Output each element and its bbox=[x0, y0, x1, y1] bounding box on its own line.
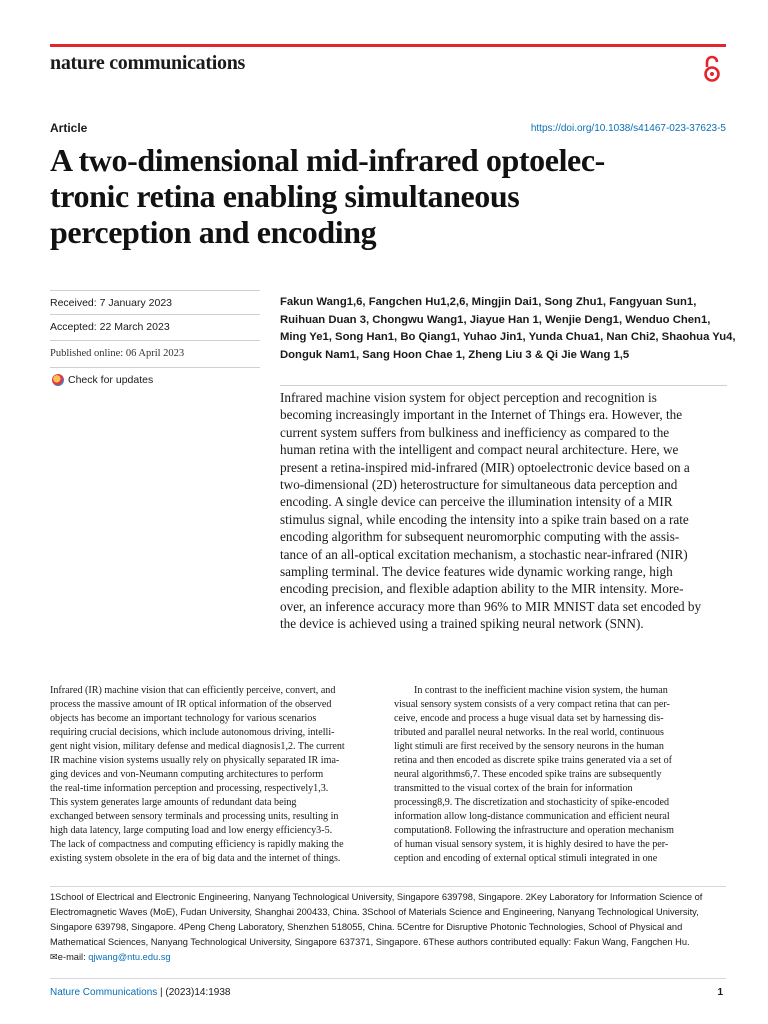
abstract bbox=[280, 389, 732, 633]
footer-citation bbox=[50, 987, 230, 998]
body-line: ceive, encode and process a huge visual data set by harnessing dis- bbox=[394, 713, 664, 724]
author-line: Fakun Wang1,6, Fangchen Hu1,2,6, Mingjin Dai1, Song Zhu1, Fangyuan Sun1, bbox=[280, 296, 697, 308]
author-line: Ming Ye1, Song Han1, Bo Qiang1, Yuhao Jin1, Yunda Chua1, Nan Chi2, Shaohua Yu4, bbox=[280, 331, 736, 343]
body-line: IR machine vision systems usually rely on physically separated IR ima- bbox=[50, 755, 340, 766]
title-line: tronic retina enabling simultaneous bbox=[50, 178, 520, 214]
check-updates-label: Check for updates bbox=[68, 374, 154, 386]
body-line: information allow long-distance communication and efficient neural bbox=[394, 811, 670, 822]
body-line: computation8. Following the infrastructure and operation mechanism bbox=[394, 825, 675, 836]
abstract-line: tance of an all-optical excitation mechanism, a stochastic near-infrared (NIR) bbox=[280, 546, 688, 562]
author-line: Donguk Nam1, Sang Hoon Chae 1, Zheng Liu 3 & Qi Jie Wang 1,5 bbox=[280, 348, 630, 361]
abstract-line: two-dimensional (2D) heterostructure for simultaneous data perception and bbox=[280, 477, 678, 493]
received-date: Received: 7 January 2023 bbox=[50, 297, 172, 309]
body-line: the real-time information perception and processing, respectively1,3. bbox=[50, 783, 329, 794]
meta-divider bbox=[50, 340, 260, 341]
abstract-line: over, an inference accuracy more than 96% to MIR MNIST data set encoded by bbox=[280, 598, 702, 614]
email-line bbox=[50, 950, 730, 965]
title-line: A two-dimensional mid-infrared optoelec- bbox=[50, 142, 605, 178]
abstract-line: sampling terminal. The device features wide dynamic working range, high bbox=[280, 564, 673, 580]
body-line: neural algorithms6,7. These encoded spike trains are subsequently bbox=[394, 769, 662, 780]
affiliations bbox=[50, 890, 730, 965]
footer-divider bbox=[50, 978, 726, 979]
body-line: The lack of compactness and computing efficiency is rapidly making the bbox=[50, 839, 344, 850]
body-line: high data latency, large computing load and low energy efficiency3-5. bbox=[50, 825, 333, 836]
body-line: of human visual sensory system, it is highly desired to have the per- bbox=[394, 839, 669, 850]
affiliation-line: Electromagnetic Waves (MoE), Fudan University, Shanghai 200433, China. 3School of Materials Science and Engineering, Nanyang Technological University, bbox=[50, 907, 699, 917]
author-line: Ruihuan Duan 3, Chongwu Wang1, Jiayue Han 1, Wenjie Deng1, Wenduo Chen1, bbox=[280, 313, 711, 326]
body-line: retina and then encoded as discrete spike trains generated via a set of bbox=[394, 755, 673, 766]
body-line: visual sensory system consists of a very compact retina that can per- bbox=[394, 699, 670, 710]
title-line: perception and encoding bbox=[50, 214, 377, 250]
abstract-line: encoding algorithm for subsequent neuromorphic computing with the assis- bbox=[280, 529, 680, 545]
body-line: In contrast to the inefficient machine vision system, the human bbox=[414, 685, 668, 696]
journal-name: nature communications bbox=[50, 52, 245, 74]
abstract-divider bbox=[280, 385, 727, 386]
body-column-left bbox=[50, 684, 385, 866]
header-accent-bar bbox=[50, 44, 726, 47]
article-title bbox=[50, 142, 740, 250]
email-link[interactable]: qjwang@ntu.edu.sg bbox=[88, 952, 171, 962]
published-date: Published online: 06 April 2023 bbox=[50, 348, 185, 359]
body-line: tributed and parallel neural networks. In the real world, continuous bbox=[394, 727, 664, 738]
article-type: Article bbox=[50, 121, 88, 135]
affiliation-line: Singapore 639798, Singapore. 4Peng Cheng Laboratory, Shenzhen 518055, China. 5Centre for Disruptive Photonic Technologies, School of Physical and bbox=[50, 922, 683, 932]
mail-icon: ✉ bbox=[50, 952, 58, 962]
abstract-line: the device is achieved using a trained spiking neural network (SNN). bbox=[280, 616, 644, 632]
abstract-line: present a retina-inspired mid-infrared (MIR) optoelectronic device based on a bbox=[280, 459, 690, 475]
abstract-line: encoding. A single device can perceive the illumination intensity of a MIR bbox=[280, 494, 673, 510]
body-line: This system generates large amounts of redundant data being bbox=[50, 797, 297, 808]
affiliation-line: 1School of Electrical and Electronic Engineering, Nanyang Technological University, Singapore 639798, Singapore. 2Key Laboratory for Information Science of bbox=[50, 892, 703, 902]
body-line: processing8,9. The discretization and stochasticity of spike-encoded bbox=[394, 797, 670, 808]
footer-citation-text: | (2023)14:1938 bbox=[157, 987, 231, 998]
abstract-line: current system suffers from bulkiness and inefficiency as compared to the bbox=[280, 424, 670, 440]
abstract-line: Infrared machine vision system for object perception and recognition is bbox=[280, 390, 657, 405]
body-line: objects has become an important technology for various scenarios bbox=[50, 713, 317, 724]
meta-divider bbox=[50, 367, 260, 368]
body-line: process the massive amount of IR optical information of the observed bbox=[50, 699, 332, 710]
abstract-line: human retina with the intelligent and compact neural architecture. Here, we bbox=[280, 442, 679, 458]
body-column-right bbox=[394, 684, 729, 866]
body-line: existing system obsolete in the era of big data and the internet of things. bbox=[50, 853, 341, 864]
meta-divider bbox=[50, 290, 260, 291]
accepted-date: Accepted: 22 March 2023 bbox=[50, 321, 170, 333]
open-access-icon[interactable] bbox=[700, 55, 724, 83]
body-line: gent night vision, military defense and medical diagnosis1,2. The current bbox=[50, 741, 345, 752]
body-line: ging devices and von-Neumann computing architectures to perform bbox=[50, 769, 324, 780]
abstract-line: becoming increasingly important in the Internet of Things era. However, the bbox=[280, 407, 683, 423]
body-line: transmitted to the visual cortex of the brain for information bbox=[394, 783, 633, 794]
page-number: 1 bbox=[717, 987, 723, 998]
footer-journal-link[interactable]: Nature Communications bbox=[50, 987, 158, 998]
crossmark-icon bbox=[52, 374, 64, 386]
doi-link[interactable]: https://doi.org/10.1038/s41467-023-37623-5 bbox=[530, 123, 726, 134]
affiliation-line: Mathematical Sciences, Nanyang Technological University, Singapore 637371, Singapore. 6These authors contributed equally: Fakun Wang, Fangchen Hu. bbox=[50, 937, 690, 947]
author-list bbox=[280, 294, 736, 364]
body-line: Infrared (IR) machine vision that can efficiently perceive, convert, and bbox=[50, 685, 336, 696]
body-line: light stimuli are first received by the sensory neurons in the human bbox=[394, 741, 664, 752]
abstract-line: stimulus signal, while encoding the intensity into a spike train based on a rate bbox=[280, 511, 689, 527]
footnote-divider bbox=[50, 886, 726, 887]
meta-divider bbox=[50, 314, 260, 315]
email-prefix: e-mail: bbox=[57, 952, 89, 962]
body-line: ception and encoding of external optical stimuli integrated in one bbox=[394, 853, 658, 864]
body-line: exchanged between sensory terminals and processing units, resulting in bbox=[50, 811, 339, 822]
abstract-line: encoding precision, and flexible adaption ability to the MIR intensity. More- bbox=[280, 581, 684, 597]
check-updates-button[interactable] bbox=[52, 374, 153, 386]
body-line: requiring crucial decisions, which include autonomous driving, intelli- bbox=[50, 727, 335, 738]
